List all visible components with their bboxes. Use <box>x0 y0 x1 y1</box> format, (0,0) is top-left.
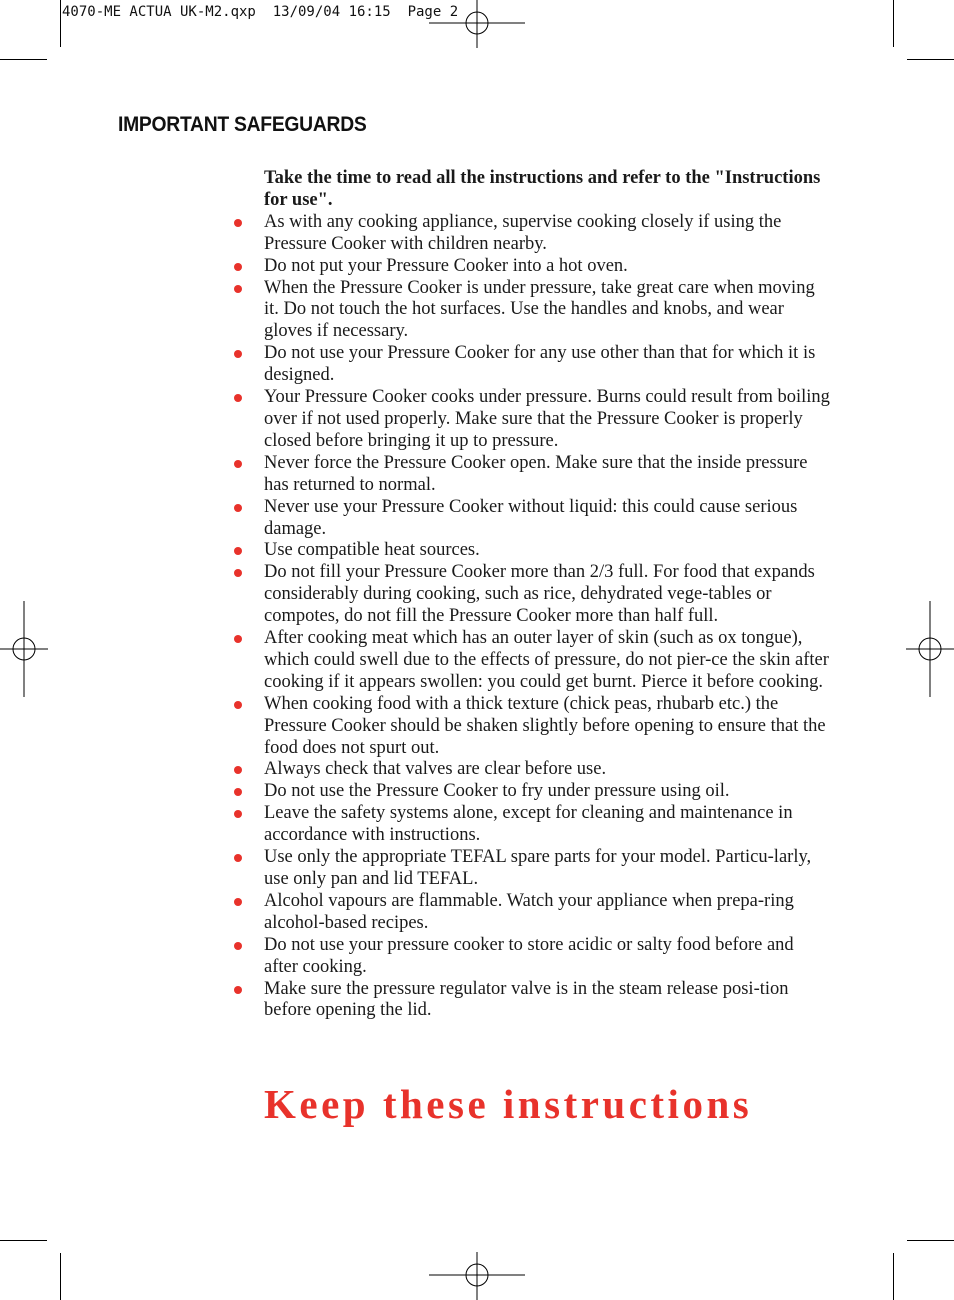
list-item-text: Alcohol vapours are flammable. Watch your appliance when prepa-ring alcohol-based recipes. <box>264 890 794 933</box>
crop-mark-top-right-horizontal <box>907 59 954 60</box>
intro-paragraph: Take the time to read all the instructions and refer to the "Instructions for use". <box>264 168 821 210</box>
list-item-text: Do not use your Pressure Cooker for any use other than that for which it is designed. <box>264 343 816 386</box>
list-item-text: Never force the Pressure Cooker open. Make sure that the inside pressure has returned to normal. <box>264 452 808 495</box>
crosshair-registration-icon <box>906 601 954 697</box>
list-item-text: Leave the safety systems alone, except for cleaning and maintenance in accordance with instructions. <box>264 803 793 846</box>
list-item <box>264 891 832 935</box>
crop-mark-bottom-left-vertical <box>60 1253 61 1300</box>
list-item <box>264 343 832 387</box>
list-item-text: Never use your Pressure Cooker without liquid: this could cause serious damage. <box>264 496 798 539</box>
crop-mark-bottom-right-horizontal <box>907 1240 954 1241</box>
red-dot-bullet-icon <box>234 854 242 862</box>
list-item <box>264 935 832 979</box>
red-dot-bullet-icon <box>234 504 242 512</box>
red-dot-bullet-icon <box>234 460 242 468</box>
list-item <box>264 256 832 278</box>
list-item-text: When the Pressure Cooker is under pressure, take great care when moving it. Do not touch the hot surfaces. Use the handles and knobs, and wear gloves if necessary. <box>264 277 815 342</box>
list-item <box>264 979 832 1023</box>
list-item <box>264 781 832 803</box>
closing-title: Keep these instructions <box>264 1081 753 1127</box>
red-dot-bullet-icon <box>234 263 242 271</box>
list-item <box>264 453 832 497</box>
red-dot-bullet-icon <box>234 986 242 994</box>
list-item-text: Always check that valves are clear before use. <box>264 759 607 780</box>
crop-mark-bottom-left-horizontal <box>0 1240 47 1241</box>
red-dot-bullet-icon <box>234 547 242 555</box>
list-item-text: Make sure the pressure regulator valve is in the steam release posi-tion before opening the lid. <box>264 978 789 1021</box>
red-dot-bullet-icon <box>234 766 242 774</box>
red-dot-bullet-icon <box>234 285 242 293</box>
print-slug-line: 4070-ME ACTUA UK-M2.qxp 13/09/04 16:15 Page 2 <box>62 4 459 20</box>
red-dot-bullet-icon <box>234 942 242 950</box>
page-heading: IMPORTANT SAFEGUARDS <box>118 113 367 136</box>
crosshair-registration-icon <box>429 1252 525 1300</box>
red-dot-bullet-icon <box>234 569 242 577</box>
list-item <box>264 694 832 760</box>
list-item-text: Do not use the Pressure Cooker to fry under pressure using oil. <box>264 781 730 802</box>
red-dot-bullet-icon <box>234 701 242 709</box>
list-item <box>264 562 832 628</box>
list-item-text: Your Pressure Cooker cooks under pressure. Burns could result from boiling over if not used properly. Make sure that the Pressure Cooker is properly closed before bringing it up to pressure. <box>264 387 830 451</box>
crop-mark-top-left-horizontal <box>0 59 47 60</box>
list-item <box>264 847 832 891</box>
list-item-text: Do not fill your Pressure Cooker more than 2/3 full. For food that expands considerably during cooking, such as rice, dehydrated vege-tables or compotes, do not fill the Pressure Cooker more than half full. <box>264 562 815 627</box>
red-dot-bullet-icon <box>234 394 242 402</box>
red-dot-bullet-icon <box>234 350 242 358</box>
list-item-text: Do not use your pressure cooker to store acidic or salty food before and after cooking. <box>264 934 794 977</box>
safeguards-body <box>264 168 832 1022</box>
red-dot-bullet-icon <box>234 635 242 643</box>
list-item-text: Use only the appropriate TEFAL spare parts for your model. Particu-larly, use only pan and lid TEFAL. <box>264 847 812 889</box>
list-item <box>264 278 832 344</box>
list-item-text: Use compatible heat sources. <box>264 540 480 561</box>
list-item-text: As with any cooking appliance, supervise cooking closely if using the Pressure Cooker with children nearby. <box>264 211 782 254</box>
red-dot-bullet-icon <box>234 810 242 818</box>
list-item <box>264 497 832 541</box>
red-dot-bullet-icon <box>234 788 242 796</box>
list-item-text: When cooking food with a thick texture (chick peas, rhubarb etc.) the Pressure Cooker should be shaken slightly before opening to ensure that the food does not spurt out. <box>264 693 826 758</box>
list-item-text: After cooking meat which has an outer layer of skin (such as ox tongue), which could swell due to the effects of pressure, do not pier-ce the skin after cooking if it appears swollen: you could get burnt. Pierce it before cooking. <box>264 628 829 692</box>
list-item <box>264 803 832 847</box>
list-item <box>264 212 832 256</box>
list-item <box>264 540 832 562</box>
crosshair-registration-icon <box>429 0 525 48</box>
crop-mark-top-left-vertical <box>60 0 61 47</box>
list-item-text: Do not put your Pressure Cooker into a hot oven. <box>264 255 628 276</box>
red-dot-bullet-icon <box>234 219 242 227</box>
list-item <box>264 628 832 694</box>
list-item <box>264 387 832 453</box>
crop-mark-bottom-right-vertical <box>893 1253 894 1300</box>
crop-mark-top-right-vertical <box>893 0 894 47</box>
red-dot-bullet-icon <box>234 898 242 906</box>
safeguards-list <box>264 212 832 1023</box>
crosshair-registration-icon <box>0 601 48 697</box>
list-item <box>264 759 832 781</box>
